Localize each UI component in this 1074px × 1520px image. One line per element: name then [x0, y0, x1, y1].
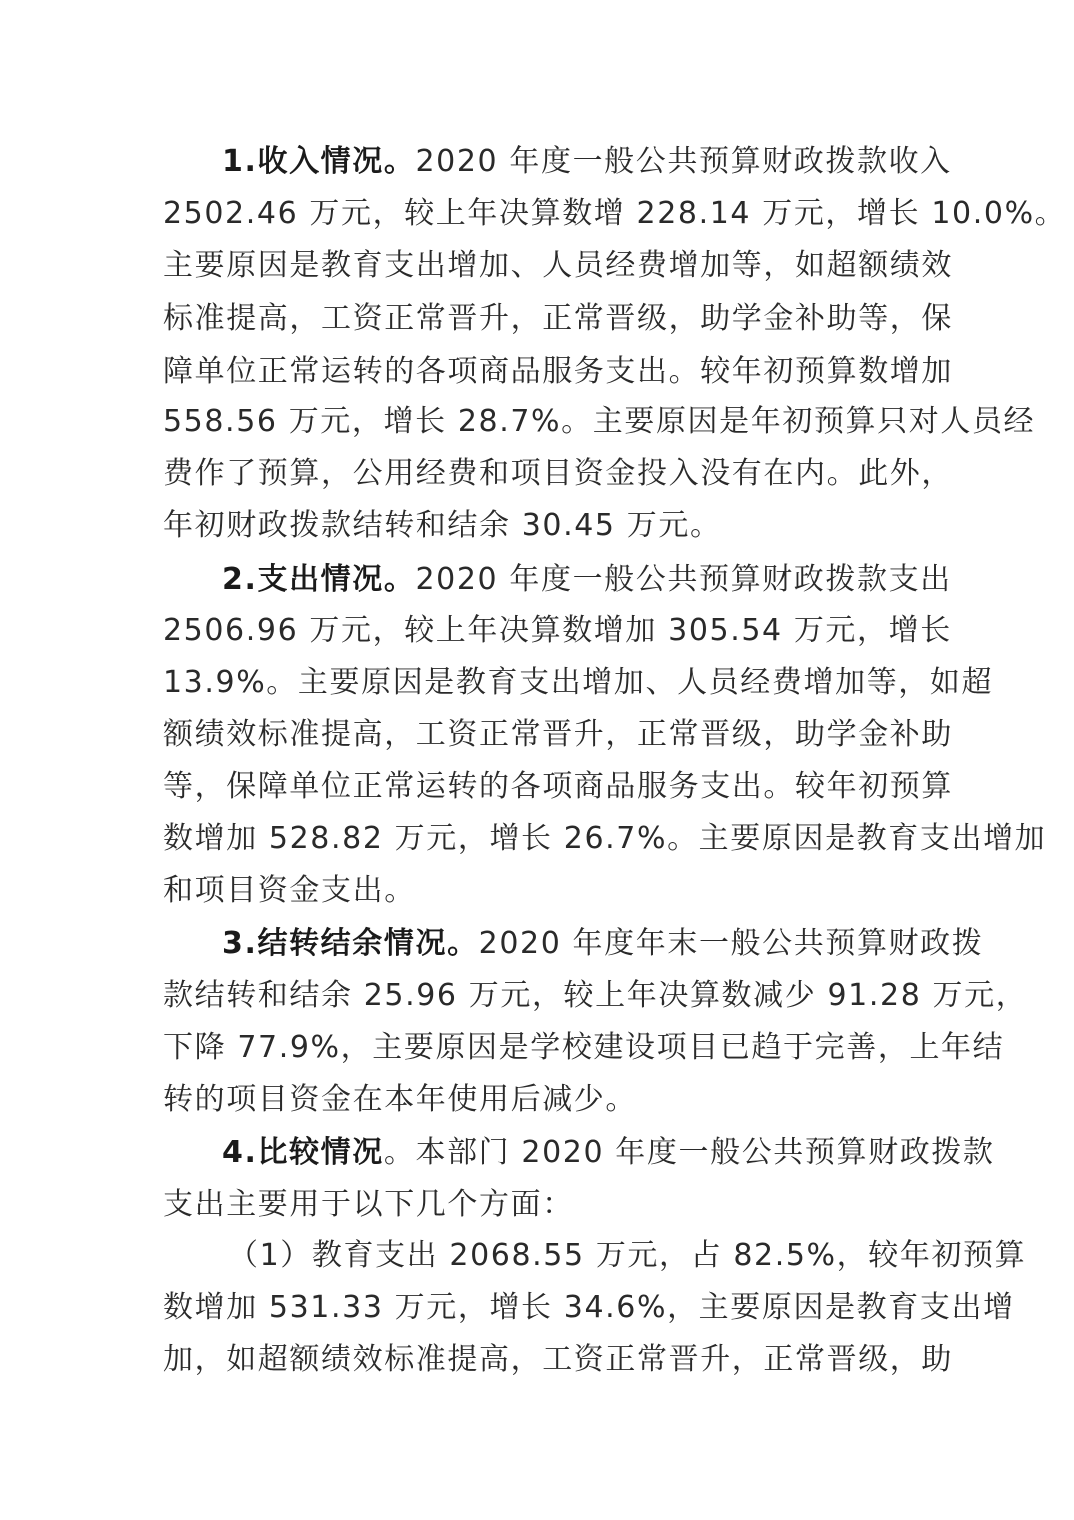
section1-line-5: 障单位正常运转的各项商品服务支出。较年初预算数增加	[163, 354, 953, 389]
section2-line-6: 数增加 528.82 万元，增长 26.7%。主要原因是教育支出增加	[163, 821, 1047, 856]
section3-line-2: 款结转和结余 25.96 万元，较上年决算数减少 91.28 万元，	[163, 978, 1028, 1013]
section3-text: 2020 年度年末一般公共预算财政拨	[478, 926, 984, 961]
item1-line-1: （1）教育支出 2068.55 万元，占 82.5%，较年初预算	[228, 1238, 1027, 1273]
section1-line-7: 费作了预算，公用经费和项目资金投入没有在内。此外，	[163, 456, 953, 491]
section4-line-2: 支出主要用于以下几个方面：	[163, 1187, 574, 1222]
section1-line-1	[222, 142, 952, 182]
section4-text: 。本部门 2020 年度一般公共预算财政拨款	[383, 1135, 995, 1170]
section4-heading: 4.比较情况	[222, 1135, 384, 1170]
section3-heading: 3.结转结余情况。	[222, 926, 479, 961]
section2-text: 2020 年度一般公共预算财政拨款支出	[415, 562, 952, 597]
section2-line-3: 13.9%。主要原因是教育支出增加、人员经费增加等，如超	[163, 665, 994, 700]
item1-line-3: 加，如超额绩效标准提高，工资正常晋升，正常晋级，助	[163, 1342, 953, 1377]
section2-line-1	[222, 560, 952, 600]
section2-heading: 2.支出情况。	[222, 562, 416, 597]
section3-line-1	[222, 924, 983, 964]
section1-heading: 1.收入情况。	[222, 144, 416, 179]
section1-line-6: 558.56 万元，增长 28.7%。主要原因是年初预算只对人员经	[163, 404, 1036, 439]
section1-line-4: 标准提高，工资正常晋升，正常晋级，助学金补助等，保	[163, 301, 953, 336]
section2-line-2: 2506.96 万元，较上年决算数增加 305.54 万元，增长	[163, 613, 952, 648]
section2-line-4: 额绩效标准提高，工资正常晋升，正常晋级，助学金补助	[163, 717, 953, 752]
section2-line-7: 和项目资金支出。	[163, 873, 416, 908]
section2-line-5: 等，保障单位正常运转的各项商品服务支出。较年初预算	[163, 769, 953, 804]
section3-line-3: 下降 77.9%，主要原因是学校建设项目已趋于完善，上年结	[163, 1030, 1005, 1065]
section3-line-4: 转的项目资金在本年使用后减少。	[163, 1082, 637, 1117]
section1-line-2: 2502.46 万元，较上年决算数增 228.14 万元，增长 10.0%。	[163, 196, 1067, 231]
item1-line-2: 数增加 531.33 万元，增长 34.6%，主要原因是教育支出增	[163, 1290, 1015, 1325]
section1-line-8: 年初财政拨款结转和结余 30.45 万元。	[163, 508, 722, 543]
section4-line-1	[222, 1133, 995, 1173]
section1-line-3: 主要原因是教育支出增加、人员经费增加等，如超额绩效	[163, 248, 953, 283]
section1-text: 2020 年度一般公共预算财政拨款收入	[415, 144, 952, 179]
